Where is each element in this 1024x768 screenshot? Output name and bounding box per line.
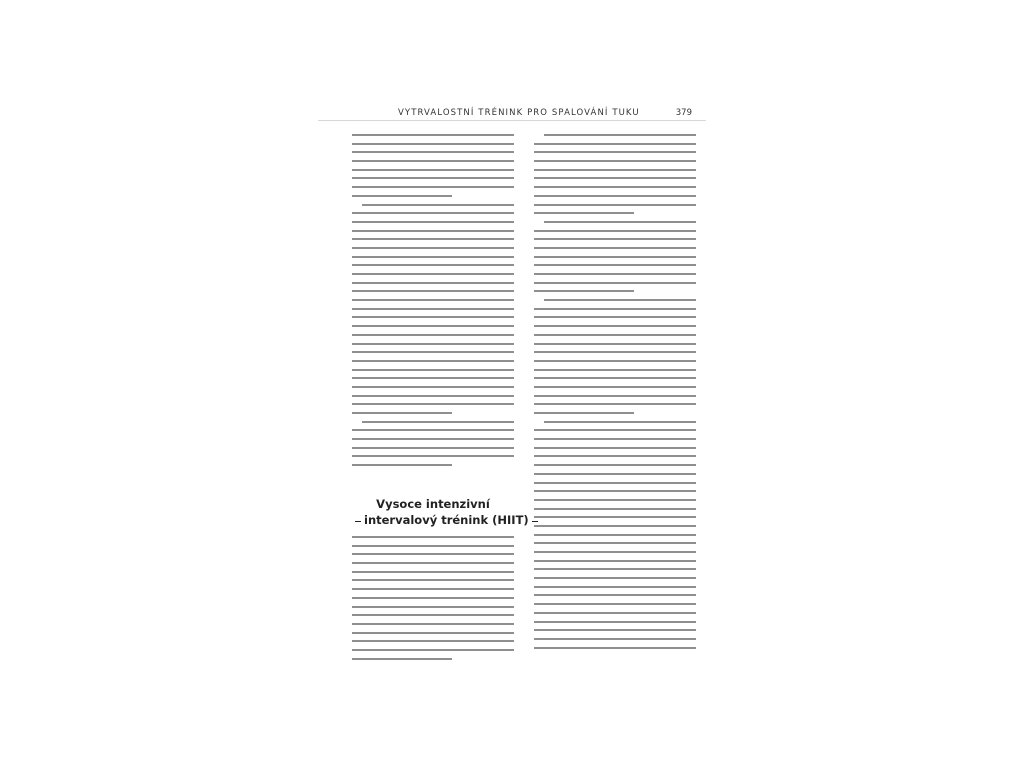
text-line bbox=[534, 447, 696, 449]
text-line bbox=[534, 621, 696, 623]
text-line bbox=[352, 230, 514, 232]
left-column-upper bbox=[352, 134, 514, 473]
text-line bbox=[352, 377, 514, 379]
text-line bbox=[534, 551, 696, 553]
text-line bbox=[352, 143, 514, 145]
text-line bbox=[534, 542, 696, 544]
text-line bbox=[534, 412, 634, 414]
text-line bbox=[534, 247, 696, 249]
text-line bbox=[534, 612, 696, 614]
text-line bbox=[352, 438, 514, 440]
text-line bbox=[534, 316, 696, 318]
text-line bbox=[352, 658, 452, 660]
book-page bbox=[318, 90, 706, 680]
text-line bbox=[534, 482, 696, 484]
text-line bbox=[352, 186, 514, 188]
text-line bbox=[534, 638, 696, 640]
text-line bbox=[534, 264, 696, 266]
text-line bbox=[352, 325, 514, 327]
text-line bbox=[534, 195, 696, 197]
text-line bbox=[534, 534, 696, 536]
text-line bbox=[534, 403, 696, 405]
text-line bbox=[352, 273, 514, 275]
text-line bbox=[352, 386, 514, 388]
text-line bbox=[534, 386, 696, 388]
text-line bbox=[352, 545, 514, 547]
text-line bbox=[352, 464, 452, 466]
text-line bbox=[352, 151, 514, 153]
text-line bbox=[352, 308, 514, 310]
text-line bbox=[352, 177, 514, 179]
text-line bbox=[534, 395, 696, 397]
text-line bbox=[534, 160, 696, 162]
text-line bbox=[352, 632, 514, 634]
text-line bbox=[352, 195, 452, 197]
text-line bbox=[544, 299, 696, 301]
section-heading-line-1: Vysoce intenzivní bbox=[376, 497, 490, 511]
text-line bbox=[352, 343, 514, 345]
text-line bbox=[534, 360, 696, 362]
text-line bbox=[352, 360, 514, 362]
text-line bbox=[534, 351, 696, 353]
text-line bbox=[534, 143, 696, 145]
text-line bbox=[362, 421, 514, 423]
text-line bbox=[534, 516, 696, 518]
text-line bbox=[534, 603, 696, 605]
text-line bbox=[544, 421, 696, 423]
text-line bbox=[534, 525, 696, 527]
text-line bbox=[534, 508, 696, 510]
text-line bbox=[534, 629, 696, 631]
text-line bbox=[352, 369, 514, 371]
text-line bbox=[534, 334, 696, 336]
text-line bbox=[534, 473, 696, 475]
text-line bbox=[352, 447, 514, 449]
text-line bbox=[352, 649, 514, 651]
text-line bbox=[534, 290, 634, 292]
text-line bbox=[352, 256, 514, 258]
left-column-lower bbox=[352, 536, 514, 666]
text-line bbox=[352, 536, 514, 538]
text-line bbox=[534, 369, 696, 371]
text-line bbox=[352, 429, 514, 431]
section-heading bbox=[352, 496, 529, 528]
text-line bbox=[352, 623, 514, 625]
text-line bbox=[534, 464, 696, 466]
text-line bbox=[352, 212, 514, 214]
text-line bbox=[534, 151, 696, 153]
text-line bbox=[352, 553, 514, 555]
text-line bbox=[352, 299, 514, 301]
section-heading-line-2-wrapper bbox=[352, 512, 529, 528]
text-line bbox=[352, 282, 514, 284]
text-line bbox=[352, 588, 514, 590]
text-line bbox=[534, 230, 696, 232]
text-line bbox=[534, 594, 696, 596]
text-line bbox=[352, 614, 514, 616]
text-line bbox=[534, 256, 696, 258]
text-line bbox=[352, 290, 514, 292]
text-line bbox=[534, 212, 634, 214]
text-line bbox=[352, 169, 514, 171]
text-line bbox=[352, 351, 514, 353]
text-line bbox=[544, 134, 696, 136]
text-line bbox=[534, 308, 696, 310]
text-line bbox=[534, 343, 696, 345]
text-line bbox=[534, 586, 696, 588]
text-line bbox=[534, 568, 696, 570]
text-line bbox=[352, 247, 514, 249]
text-line bbox=[534, 455, 696, 457]
header-rule bbox=[318, 120, 706, 121]
text-line bbox=[352, 597, 514, 599]
text-line bbox=[352, 134, 514, 136]
text-line bbox=[352, 562, 514, 564]
text-line bbox=[534, 499, 696, 501]
text-line bbox=[352, 412, 452, 414]
heading-dash-left bbox=[355, 521, 361, 522]
text-line bbox=[534, 282, 696, 284]
text-line bbox=[352, 160, 514, 162]
text-line bbox=[544, 221, 696, 223]
text-line bbox=[352, 334, 514, 336]
text-line bbox=[352, 316, 514, 318]
text-line bbox=[352, 264, 514, 266]
text-line bbox=[534, 647, 696, 649]
text-line bbox=[534, 204, 696, 206]
text-line bbox=[534, 169, 696, 171]
page-number: 379 bbox=[675, 108, 692, 118]
text-line bbox=[534, 325, 696, 327]
right-column bbox=[534, 134, 696, 655]
text-line bbox=[352, 403, 514, 405]
text-line bbox=[352, 579, 514, 581]
text-line bbox=[352, 395, 514, 397]
text-line bbox=[352, 606, 514, 608]
text-line bbox=[352, 571, 514, 573]
text-line bbox=[534, 438, 696, 440]
text-line bbox=[362, 204, 514, 206]
text-line bbox=[352, 640, 514, 642]
text-line bbox=[534, 186, 696, 188]
text-line bbox=[534, 560, 696, 562]
text-line bbox=[352, 455, 514, 457]
text-line bbox=[534, 490, 696, 492]
text-line bbox=[534, 577, 696, 579]
text-line bbox=[534, 238, 696, 240]
running-head: VYTRVALOSTNÍ TRÉNINK PRO SPALOVÁNÍ TUKU bbox=[398, 108, 640, 118]
text-line bbox=[534, 429, 696, 431]
text-line bbox=[352, 238, 514, 240]
text-line bbox=[352, 221, 514, 223]
text-line bbox=[534, 177, 696, 179]
text-line bbox=[534, 377, 696, 379]
section-heading-line-2: intervalový trénink (HIIT) bbox=[364, 513, 529, 527]
text-line bbox=[534, 273, 696, 275]
